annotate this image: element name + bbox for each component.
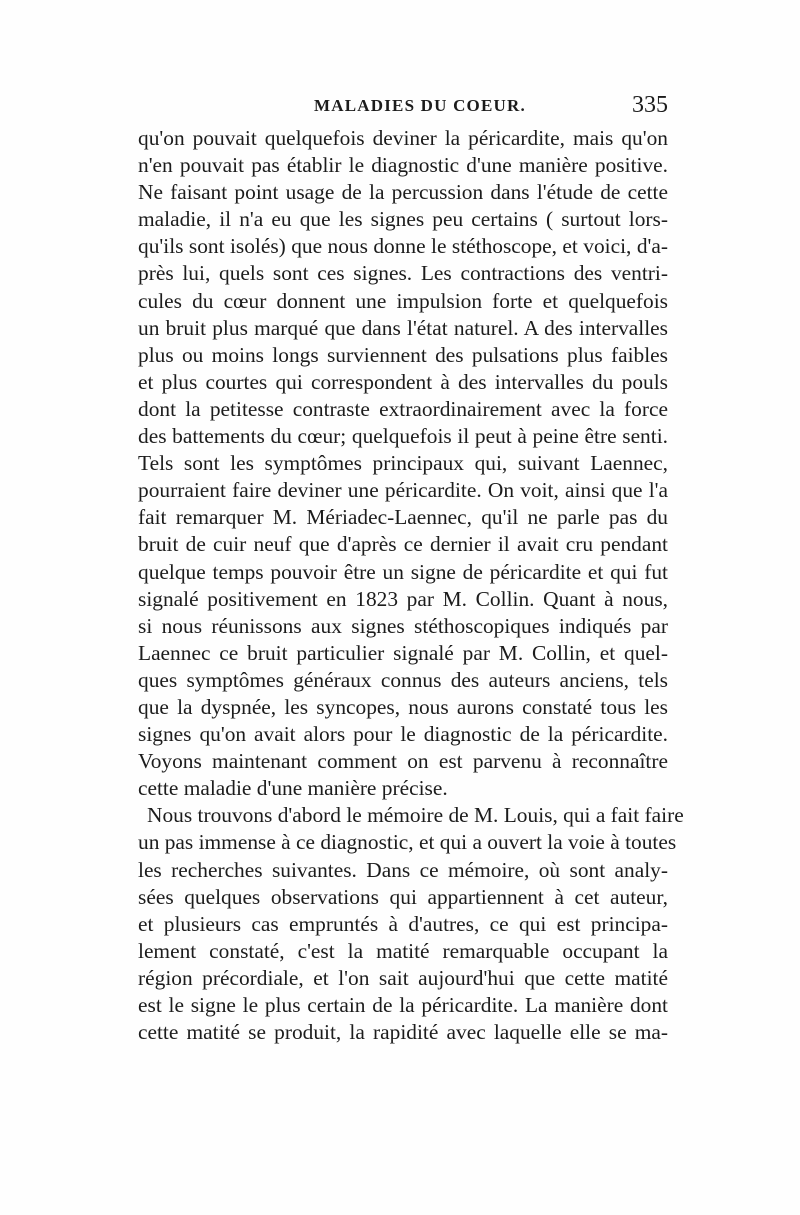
text-line: bruit de cuir neuf que d'après ce dernier il avait cru pendant [138, 532, 668, 557]
text-line: ques symptômes généraux connus des auteurs anciens, tels [138, 667, 668, 692]
text-line: un pas immense à ce diagnostic, et qui a ouvert la voie à toutes [138, 830, 677, 855]
text-line: Laennec ce bruit particulier signalé par M. Collin, et quel- [138, 640, 668, 665]
text-line: près lui, quels sont ces signes. Les contractions des ventri- [138, 261, 668, 286]
text-line: si nous réunissons aux signes stéthoscopiques indiqués par [138, 613, 668, 638]
body-text [138, 125, 684, 1046]
text-line: maladie, il n'a eu que les signes peu certains ( surtout lors- [138, 207, 668, 232]
text-line: un bruit plus marqué que dans l'état naturel. A des intervalles [138, 315, 668, 340]
text-line: fait remarquer M. Mériadec-Laennec, qu'il ne parle pas du [138, 505, 668, 530]
text-line: région précordiale, et l'on sait aujourd'hui que cette matité [138, 965, 668, 990]
text-line: dont la petitesse contraste extraordinairement avec la force [138, 396, 668, 421]
text-line: Ne faisant point usage de la percussion dans l'étude de cette [138, 180, 668, 205]
text-line: est le signe le plus certain de la péricardite. La manière dont [138, 993, 668, 1017]
text-line: pourraient faire deviner une péricardite. On voit, ainsi que l'a [138, 478, 668, 503]
paragraph-end-line: cette maladie d'une manière précise. [138, 776, 448, 801]
text-line: cette matité se produit, la rapidité avec laquelle elle se ma- [138, 1020, 668, 1045]
text-line: que la dyspnée, les syncopes, nous aurons constaté tous les [138, 694, 668, 719]
text-line: sées quelques observations qui appartiennent à cet auteur, [138, 884, 668, 909]
text-line: qu'on pouvait quelquefois deviner la péricardite, mais qu'on [138, 126, 668, 150]
page-number: 335 [632, 92, 668, 118]
text-line: Tels sont les symptômes principaux qui, suivant Laennec, [138, 451, 668, 476]
text-line: et plusieurs cas empruntés à d'autres, ce qui est principa- [138, 911, 668, 936]
running-head [138, 94, 668, 124]
running-title: MALADIES DU COEUR. [314, 96, 526, 115]
paragraph-start-line: Nous trouvons d'abord le mémoire de M. Louis, qui a fait faire [147, 803, 684, 828]
text-line: n'en pouvait pas établir le diagnostic d'une manière positive. [138, 153, 668, 178]
text-line: des battements du cœur; quelquefois il peut à peine être senti. [138, 424, 668, 449]
text-line: et plus courtes qui correspondent à des intervalles du pouls [138, 369, 668, 394]
text-line: lement constaté, c'est la matité remarquable occupant la [138, 938, 668, 963]
text-line: cules du cœur donnent une impulsion forte et quelquefois [138, 288, 668, 313]
text-line: plus ou moins longs surviennent des pulsations plus faibles [138, 342, 668, 367]
text-line: qu'ils sont isolés) que nous donne le stéthoscope, et voici, d'a- [138, 234, 668, 259]
text-line: Voyons maintenant comment on est parvenu à reconnaître [138, 749, 668, 774]
text-line: signes qu'on avait alors pour le diagnostic de la péricardite. [138, 722, 668, 747]
text-line: quelque temps pouvoir être un signe de péricardite et qui fut [138, 559, 668, 584]
text-line: signalé positivement en 1823 par M. Collin. Quant à nous, [138, 586, 668, 611]
text-line: les recherches suivantes. Dans ce mémoire, où sont analy- [138, 857, 668, 882]
